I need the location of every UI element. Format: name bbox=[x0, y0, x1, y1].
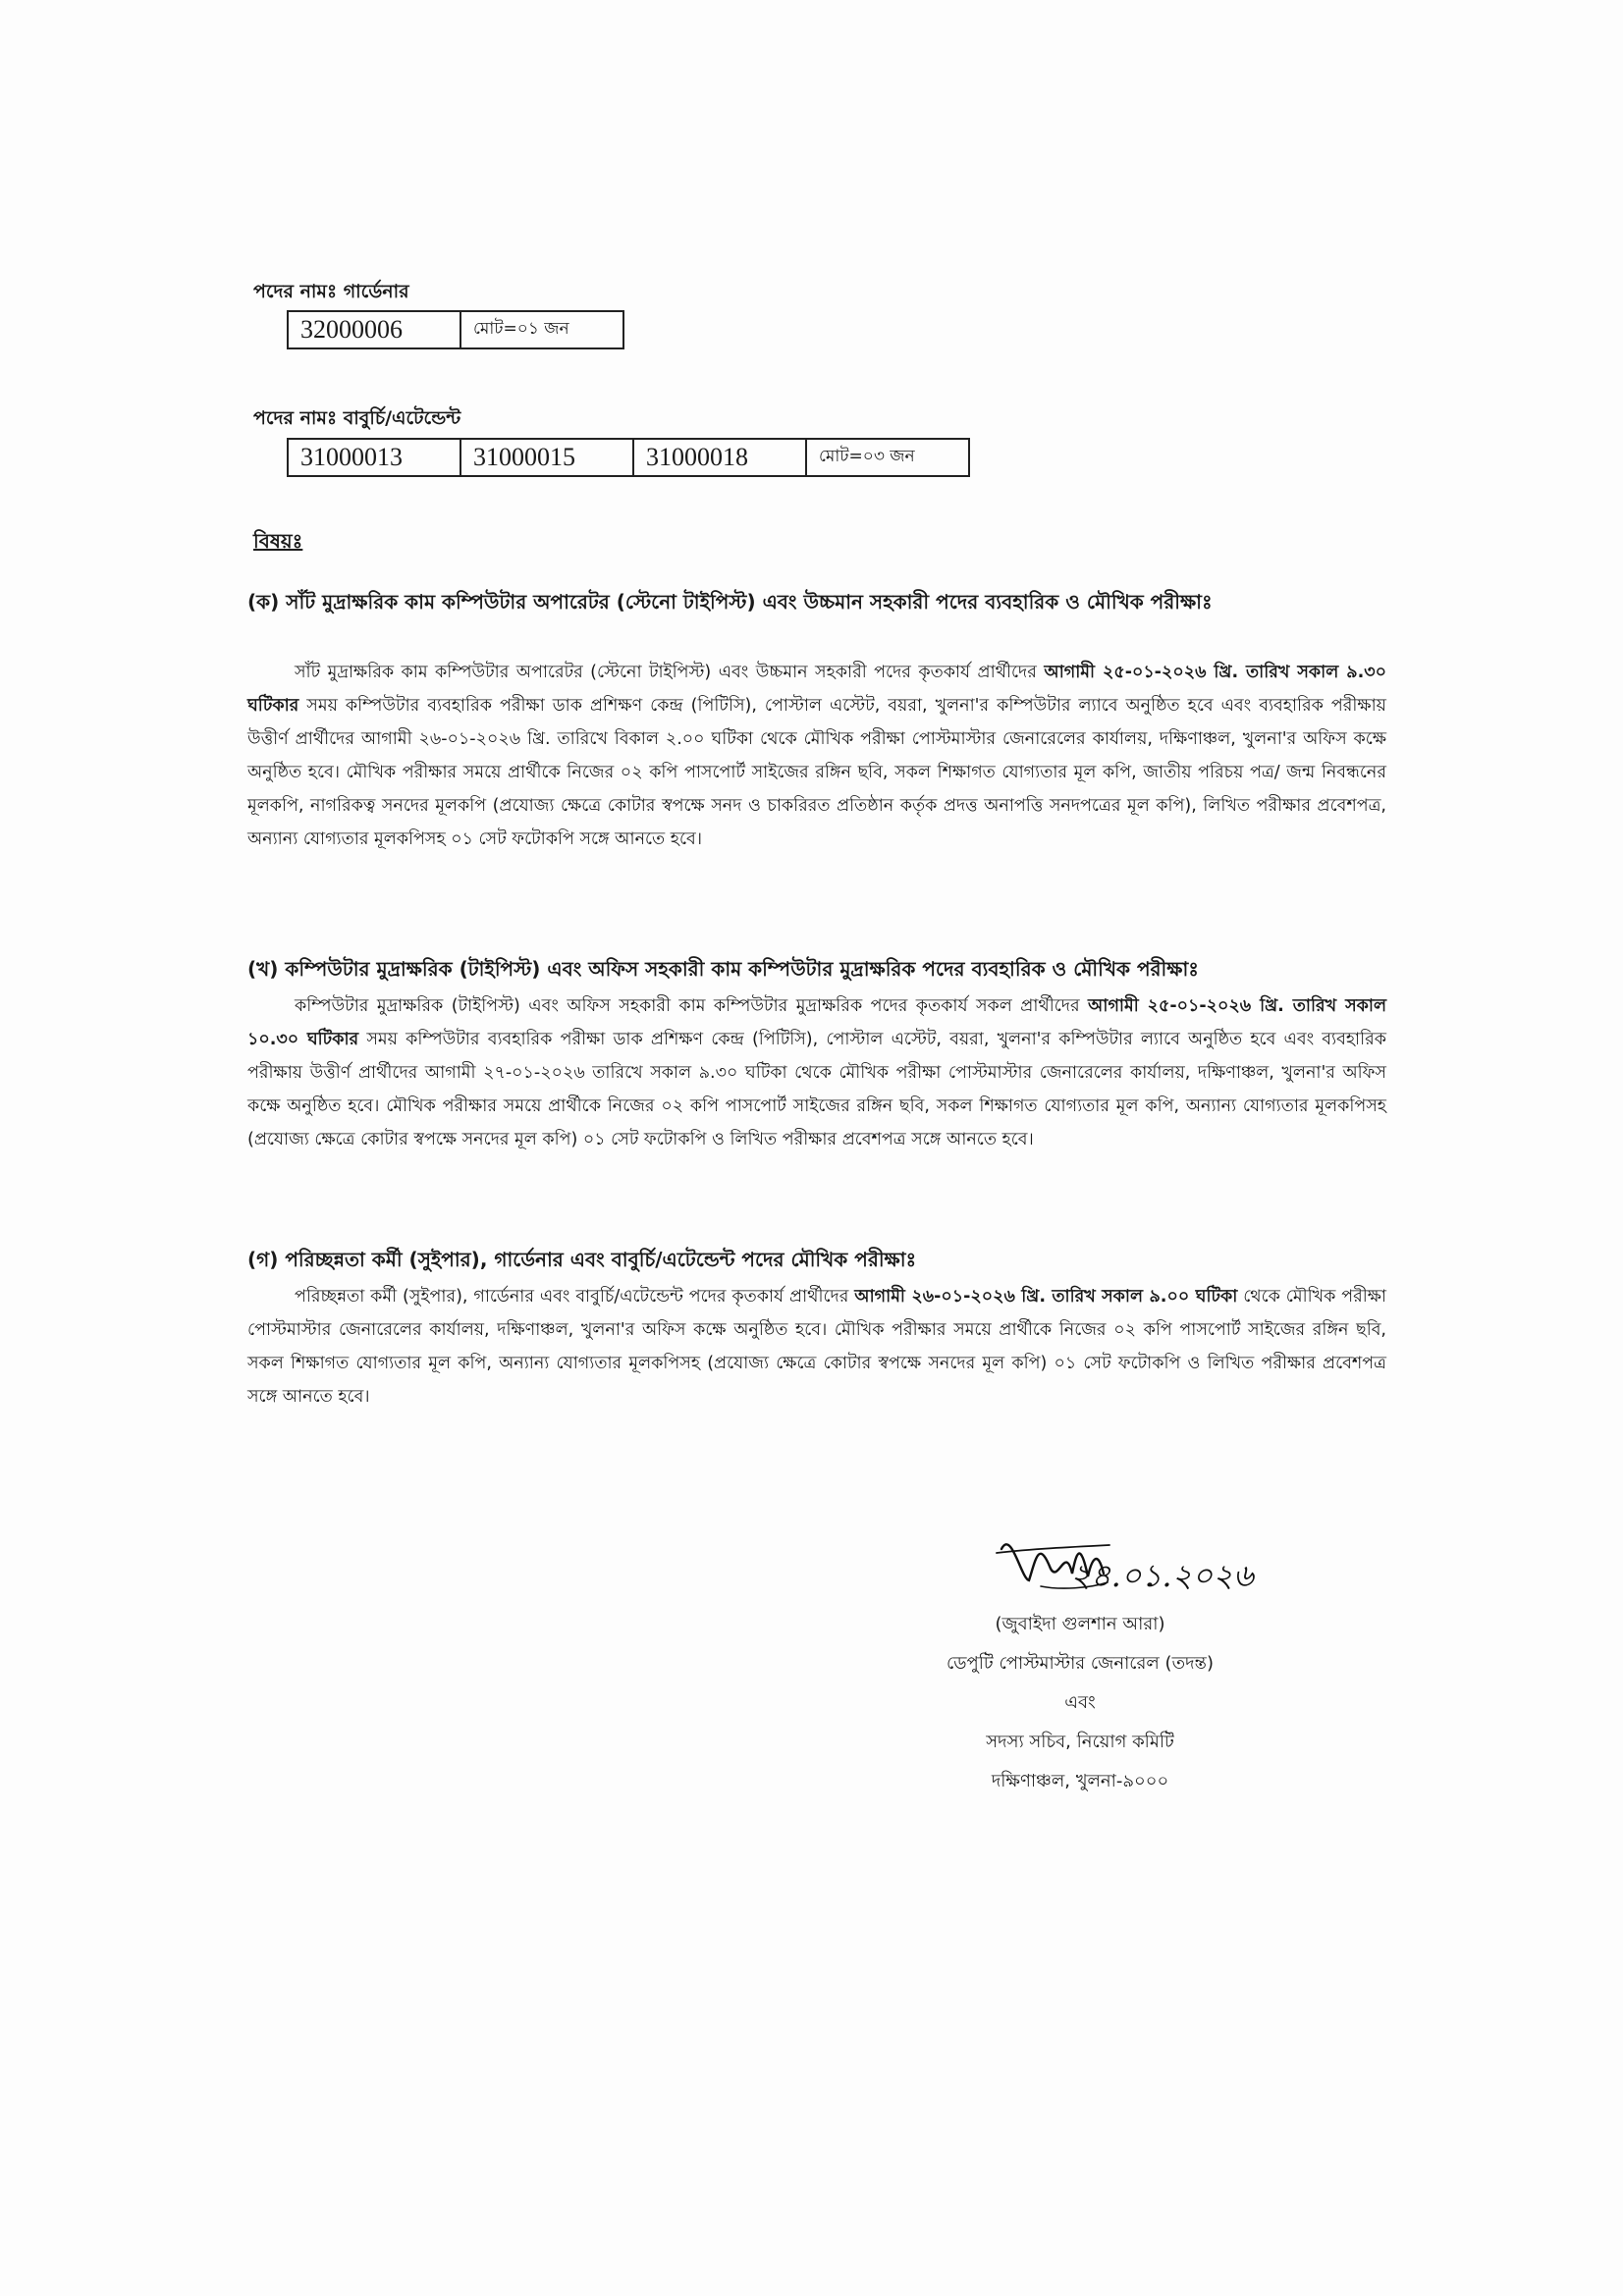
total-count-cell: মোট=০১ জন bbox=[460, 311, 623, 348]
signatory-block bbox=[864, 1605, 1296, 1801]
section-ka-body-part1: সাঁট মুদ্রাক্ষরিক কাম কম্পিউটার অপারেটর (স্টেনো টাইপিস্ট) এবং উচ্চমান সহকারী পদের কৃতকার্য প্রার্থীদের bbox=[295, 663, 1045, 682]
section-ka-body-date: আগামী ২৫-০১-২০২৬ খ্রি. তারিখ সকাল ৯.৩০ ঘটিকার bbox=[247, 663, 1386, 716]
signatory-conjunction: এবং bbox=[1064, 1692, 1096, 1713]
post-codes-table-gardener bbox=[287, 310, 624, 349]
roll-code-cell: 31000015 bbox=[460, 439, 633, 476]
signature-date: ২৪.০১.২০২৬ bbox=[1070, 1557, 1254, 1594]
post-label-cook-attendant: পদের নামঃ বাবুর্চি/এটেন্ডেন্ট bbox=[253, 407, 461, 429]
section-ga-body-date: আগামী ২৬-০১-২০২৬ খ্রি. তারিখ সকাল ৯.০০ ঘটিকা bbox=[854, 1287, 1238, 1307]
signatory-office: দক্ষিণাঞ্চল, খুলনা-৯০০০ bbox=[991, 1771, 1169, 1791]
section-ka-body-part2: সময় কম্পিউটার ব্যবহারিক পরীক্ষা ডাক প্রশিক্ষণ কেন্দ্র (পিটিসি), পোস্টাল এস্টেট, বয়রা, খুলনা'র কম্পিউটার ল্যাবে অনুষ্ঠিত হবে এবং ব্যবহারিক পরীক্ষায় উত্তীর্ণ প্রার্থীদের আগামী ২৬-০১-২০২৬ খ্রি. তারিখে বিকাল ২.০০ ঘটিকা থেকে মৌখিক পরীক্ষা পোস্টমাস্টার জেনারেলের কার্যালয়, দক্ষিণাঞ্চল, খুলনা'র অফিস কক্ষে অনুষ্ঠিত হবে। মৌখিক পরীক্ষার সময়ে প্রার্থীকে নিজের ০২ কপি পাসপোর্ট সাইজের রঙ্গিন ছবি, সকল শিক্ষাগত যোগ্যতার মূল কপি, জাতীয় পরিচয় পত্র/ জন্ম নিবন্ধনের মূলকপি, নাগরিকত্ব সনদের মূলকপি (প্রযোজ্য ক্ষেত্রে কোটার স্বপক্ষে সনদ ও চাকরিরত প্রতিষ্ঠান কর্তৃক প্রদত্ত অনাপত্তি সনদপত্রের মূল কপি), লিখিত পরীক্ষার প্রবেশপত্র, অন্যান্য যোগ্যতার মূলকপিসহ ০১ সেট ফটোকপি সঙ্গে আনতে হবে। bbox=[247, 696, 1386, 849]
section-kha-body-part1: কম্পিউটার মুদ্রাক্ষরিক (টাইপিস্ট) এবং অফিস সহকারী কাম কম্পিউটার মুদ্রাক্ষরিক পদের কৃতকার্য সকল প্রার্থীদের bbox=[295, 996, 1089, 1016]
total-count-cell: মোট=০৩ জন bbox=[806, 439, 969, 476]
section-ka-body bbox=[247, 656, 1386, 856]
subject-heading: বিষয়ঃ bbox=[253, 529, 303, 553]
post-codes-table-cook-attendant bbox=[287, 438, 970, 477]
signatory-name: (জুবাইদা গুলশান আরা) bbox=[995, 1614, 1165, 1634]
section-kha-body-date: আগামী ২৫-০১-২০২৬ খ্রি. তারিখ সকাল ১০.৩০ ঘটিকার bbox=[247, 996, 1386, 1049]
section-kha-body bbox=[247, 989, 1386, 1156]
signatory-role: সদস্য সচিব, নিয়োগ কমিটি bbox=[986, 1732, 1174, 1752]
section-ga-body-part2: থেকে মৌখিক পরীক্ষা পোস্টমাস্টার জেনারেলের কার্যালয়, দক্ষিণাঞ্চল, খুলনা'র অফিস কক্ষে অনুষ্ঠিত হবে। মৌখিক পরীক্ষার সময়ে প্রার্থীকে নিজের ০২ কপি পাসপোর্ট সাইজের রঙ্গিন ছবি, সকল শিক্ষাগত যোগ্যতার মূল কপি, অন্যান্য যোগ্যতার মূলকপিসহ (প্রযোজ্য ক্ষেত্রে কোটার স্বপক্ষে সনদের মূল কপি) ০১ সেট ফটোকপি ও লিখিত পরীক্ষার প্রবেশপত্র সঙ্গে আনতে হবে। bbox=[247, 1287, 1387, 1407]
roll-code-cell: 31000018 bbox=[633, 439, 806, 476]
section-ga-body-part1: পরিচ্ছন্নতা কর্মী (সুইপার), গার্ডেনার এবং বাবুর্চি/এটেন্ডেন্ট পদের কৃতকার্য প্রার্থীদের bbox=[295, 1287, 855, 1307]
section-ka-heading: (ক) সাঁট মুদ্রাক্ষরিক কাম কম্পিউটার অপারেটর (স্টেনো টাইপিস্ট) এবং উচ্চমান সহকারী পদের ব্যবহারিক ও মৌখিক পরীক্ষাঃ bbox=[247, 590, 1213, 614]
roll-code-cell: 32000006 bbox=[288, 311, 460, 348]
section-kha-heading: (খ) কম্পিউটার মুদ্রাক্ষরিক (টাইপিস্ট) এবং অফিস সহকারী কাম কম্পিউটার মুদ্রাক্ষরিক পদের ব্যবহারিক ও মৌখিক পরীক্ষাঃ bbox=[247, 957, 1199, 981]
section-kha-body-part2: সময় কম্পিউটার ব্যবহারিক পরীক্ষা ডাক প্রশিক্ষণ কেন্দ্র (পিটিসি), পোস্টাল এস্টেট, বয়রা, খুলনা'র কম্পিউটার ল্যাবে অনুষ্ঠিত হবে এবং ব্যবহারিক পরীক্ষায় উত্তীর্ণ প্রার্থীদের আগামী ২৭-০১-২০২৬ তারিখে সকাল ৯.৩০ ঘটিকা থেকে মৌখিক পরীক্ষা পোস্টমাস্টার জেনারেলের কার্যালয়, দক্ষিণাঞ্চল, খুলনা'র অফিস কক্ষে অনুষ্ঠিত হবে। মৌখিক পরীক্ষার সময়ে প্রার্থীকে নিজের ০২ কপি পাসপোর্ট সাইজের রঙ্গিন ছবি, সকল শিক্ষাগত যোগ্যতার মূল কপি, অন্যান্য যোগ্যতার মূলকপিসহ (প্রযোজ্য ক্ষেত্রে কোটার স্বপক্ষে সনদের মূল কপি) ০১ সেট ফটোকপি ও লিখিত পরীক্ষার প্রবেশপত্র সঙ্গে আনতে হবে। bbox=[247, 1030, 1386, 1149]
post-label-gardener: পদের নামঃ গার্ডেনার bbox=[253, 281, 409, 302]
section-ga-heading: (গ) পরিচ্ছন্নতা কর্মী (সুইপার), গার্ডেনার এবং বাবুর্চি/এটেন্ডেন্ট পদের মৌখিক পরীক্ষাঃ bbox=[247, 1248, 917, 1271]
signatory-designation: ডেপুটি পোস্টমাস্টার জেনারেল (তদন্ত) bbox=[947, 1653, 1214, 1674]
section-ga-body bbox=[247, 1280, 1386, 1414]
roll-code-cell: 31000013 bbox=[288, 439, 460, 476]
